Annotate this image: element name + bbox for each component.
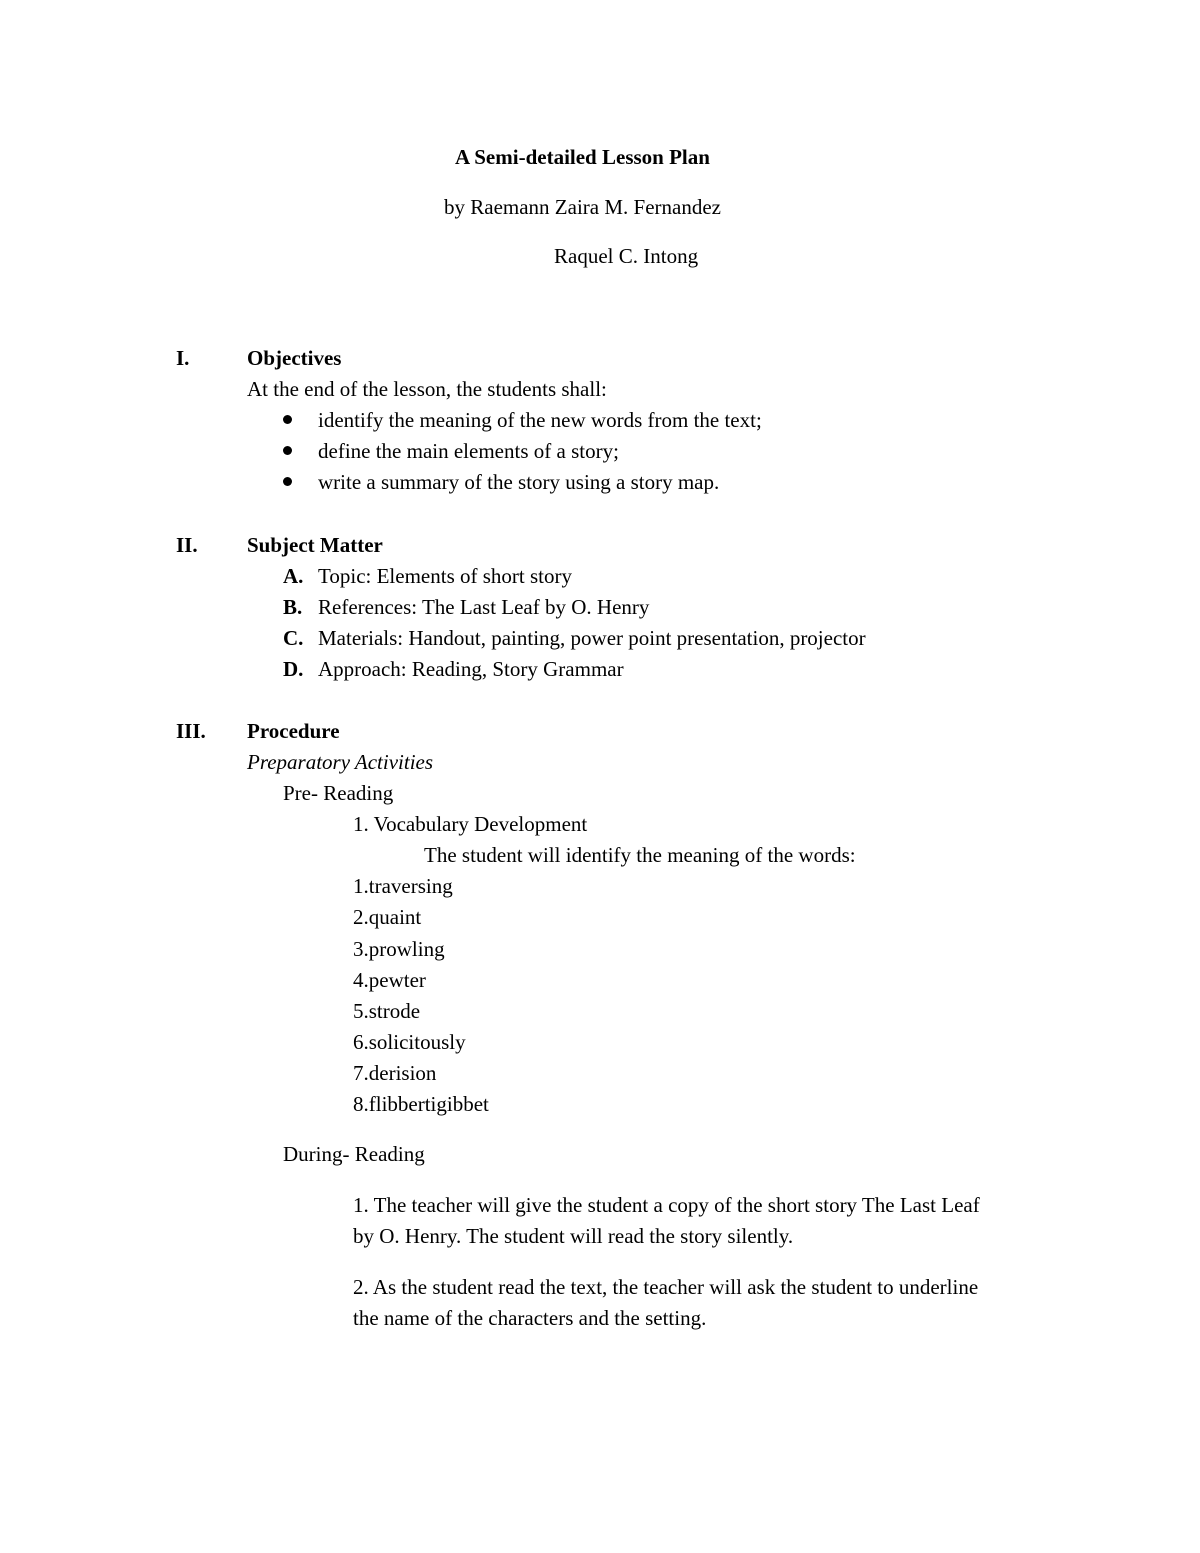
vocabulary-word: 3.prowling	[353, 937, 445, 961]
document-title: A Semi-detailed Lesson Plan	[455, 145, 710, 169]
vocabulary-word: 8.flibbertigibbet	[353, 1092, 489, 1116]
during-reading-step-line: 2. As the student read the text, the teacher will ask the student to underline	[353, 1275, 979, 1299]
subject-item: Topic: Elements of short story	[318, 564, 572, 588]
during-reading-step-line: 1. The teacher will give the student a copy of the short story The Last Leaf	[353, 1193, 980, 1217]
vocabulary-word: 5.strode	[353, 999, 421, 1023]
objective-item: define the main elements of a story;	[318, 439, 619, 463]
section-heading-subject-matter: Subject Matter	[247, 533, 383, 557]
section-heading-objectives: Objectives	[247, 346, 342, 370]
vocabulary-word: 1.traversing	[353, 874, 453, 898]
subject-item: Materials: Handout, painting, power point presentation, projector	[318, 626, 866, 650]
section-heading-procedure: Procedure	[247, 719, 340, 743]
procedure-subheading: Preparatory Activities	[247, 750, 434, 774]
pre-reading-step: 1. Vocabulary Development	[353, 812, 588, 836]
vocabulary-word: 6.solicitously	[353, 1030, 466, 1054]
author-line: by Raemann Zaira M. Fernandez	[444, 195, 721, 219]
subject-item: Approach: Reading, Story Grammar	[318, 657, 624, 681]
item-letter: A.	[283, 564, 304, 588]
section-numeral-i: I.	[176, 346, 190, 370]
objective-item: identify the meaning of the new words from the text;	[318, 408, 762, 432]
section-numeral-iii: III.	[176, 719, 206, 743]
vocabulary-word: 7.derision	[353, 1061, 437, 1085]
vocabulary-word: 2.quaint	[353, 905, 422, 929]
item-letter: D.	[283, 657, 304, 681]
pre-reading-instruction: The student will identify the meaning of the words:	[424, 843, 856, 867]
bullet-icon	[283, 477, 292, 486]
item-letter: C.	[283, 626, 304, 650]
bullet-icon	[283, 415, 292, 424]
section-numeral-ii: II.	[176, 533, 198, 557]
subject-item: References: The Last Leaf by O. Henry	[318, 595, 650, 619]
during-reading-step-line: by O. Henry. The student will read the story silently.	[353, 1224, 794, 1248]
vocabulary-word: 4.pewter	[353, 968, 426, 992]
bullet-icon	[283, 446, 292, 455]
during-reading-step-line: the name of the characters and the setting.	[353, 1306, 707, 1330]
pre-reading-label: Pre- Reading	[283, 781, 394, 805]
during-reading-label: During- Reading	[283, 1142, 425, 1166]
coauthor-line: Raquel C. Intong	[554, 244, 699, 268]
item-letter: B.	[283, 595, 303, 619]
objective-item: write a summary of the story using a story map.	[318, 470, 720, 494]
objectives-intro: At the end of the lesson, the students shall:	[247, 377, 607, 401]
